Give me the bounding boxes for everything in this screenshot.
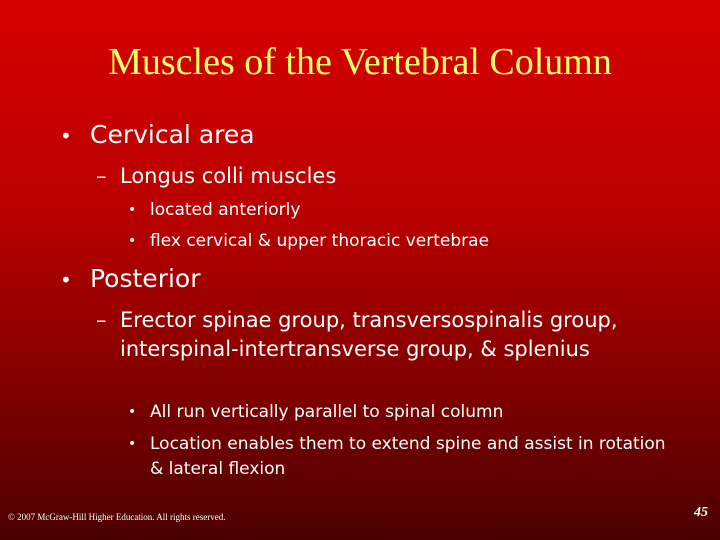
copyright-footer: © 2007 McGraw-Hill Higher Education. All rights reserved. — [8, 512, 226, 522]
subitem-text: Erector spinae group, transversospinalis group, interspinal-intertransverse group, & splenius — [120, 308, 618, 361]
point-text: located anteriorly — [150, 200, 301, 220]
bullet-posterior — [60, 264, 201, 293]
point-located-anteriorly — [128, 198, 658, 223]
point-text: All run vertically parallel to spinal column — [150, 402, 504, 422]
subitem-text: Longus colli muscles — [120, 164, 337, 188]
bullet-marker: • — [60, 268, 72, 292]
bullet-heading: Posterior — [90, 264, 201, 293]
subitem-longus-colli — [96, 162, 656, 191]
dot-marker: • — [128, 404, 137, 420]
point-text: Location enables them to extend spine and assist in rotation & lateral flexion — [150, 434, 666, 479]
dot-marker: • — [128, 233, 137, 249]
bullet-cervical-area — [60, 120, 255, 149]
bullet-heading: Cervical area — [90, 120, 255, 149]
point-text: flex cervical & upper thoracic vertebrae — [150, 231, 490, 251]
point-flex-cervical — [128, 229, 658, 254]
point-run-vertically — [128, 400, 658, 425]
bullet-marker: • — [60, 124, 72, 148]
point-location-enables — [128, 432, 668, 482]
subitem-erector-spinae — [96, 306, 636, 364]
slide-title: Muscles of the Vertebral Column — [108, 41, 612, 83]
dash-marker: – — [96, 164, 107, 188]
dot-marker: • — [128, 202, 137, 218]
page-number: 45 — [694, 505, 708, 520]
dash-marker: – — [96, 308, 107, 332]
dot-marker: • — [128, 436, 137, 452]
